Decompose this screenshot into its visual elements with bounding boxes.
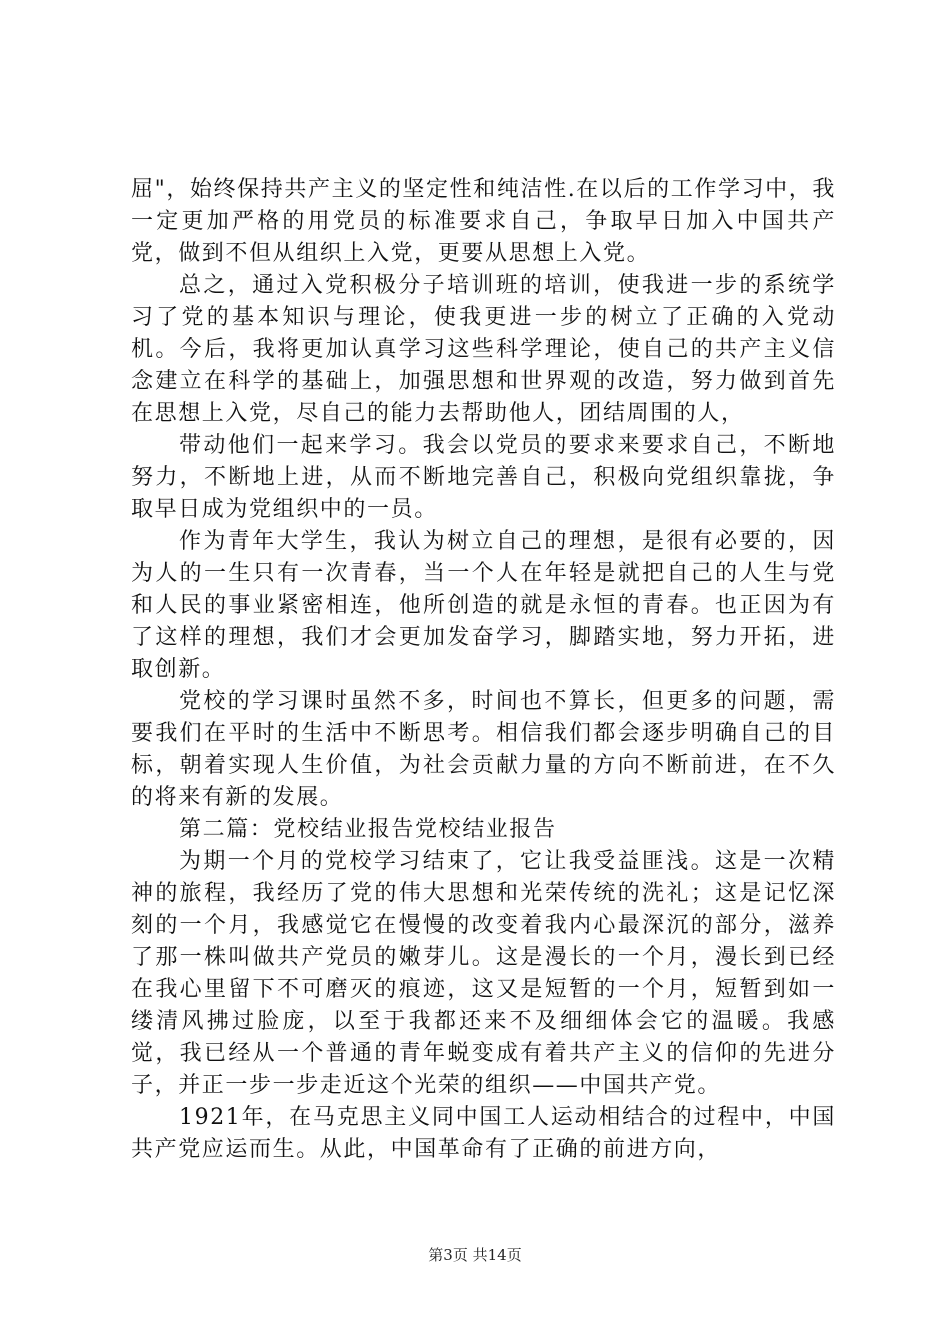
paragraph: 带动他们一起来学习。我会以党员的要求来要求自己，不断地努力，不断地上进，从而不断地完善自己，积极向党组织靠拢，争取早日成为党组织中的一员。: [131, 433, 836, 522]
body-text: [131, 174, 836, 1166]
paragraph: 1921年，在马克思主义同中国工人运动相结合的过程中，中国共产党应运而生。从此，中国革命有了正确的前进方向，: [131, 1105, 836, 1162]
page-footer: 第3页 共14页: [428, 1246, 522, 1264]
paragraph: 第二篇：党校结业报告党校结业报告: [179, 817, 557, 842]
paragraph: 总之，通过入党积极分子培训班的培训，使我进一步的系统学习了党的基本知识与理论，使我更进一步的树立了正确的入党动机。今后，我将更加认真学习这些科学理论，使自己的共产主义信念建立在科学的基础上，加强思想和世界观的改造，努力做到首先在思想上入党，尽自己的能力去帮助他人，团结周围的人，: [131, 273, 836, 426]
paragraph: 作为青年大学生，我认为树立自己的理想，是很有必要的，因为人的一生只有一次青春，当一个人在年轻是就把自己的人生与党和人民的事业紧密相连，他所创造的就是永恒的青春。也正因为有了这样的理想，我们才会更加发奋学习，脚踏实地，努力开拓，进取创新。: [131, 529, 836, 682]
paragraph: 为期一个月的党校学习结束了，它让我受益匪浅。这是一次精神的旅程，我经历了党的伟大思想和光荣传统的洗礼；这是记忆深刻的一个月，我感觉它在慢慢的改变着我内心最深沉的部分，滋养了那一株叫做共产党员的嫩芽儿。这是漫长的一个月，漫长到已经在我心里留下不可磨灭的痕迹，这又是短暂的一个月，短暂到如一缕清风拂过脸庞，以至于我都还来不及细细体会它的温暖。我感觉，我已经从一个普通的青年蜕变成有着共产主义的信仰的先进分子，并正一步一步走近这个光荣的组织——中国共产党。: [131, 849, 836, 1098]
paragraph: 屈"，始终保持共产主义的坚定性和纯洁性.在以后的工作学习中，我一定更加严格的用党员的标准要求自己，争取早日加入中国共产党，做到不但从组织上入党，更要从思想上入党。: [131, 177, 836, 266]
paragraph: 党校的学习课时虽然不多，时间也不算长，但更多的问题，需要我们在平时的生活中不断思考。相信我们都会逐步明确自己的目标，朝着实现人生价值，为社会贡献力量的方向不断前进，在不久的将来有新的发展。: [131, 689, 836, 810]
